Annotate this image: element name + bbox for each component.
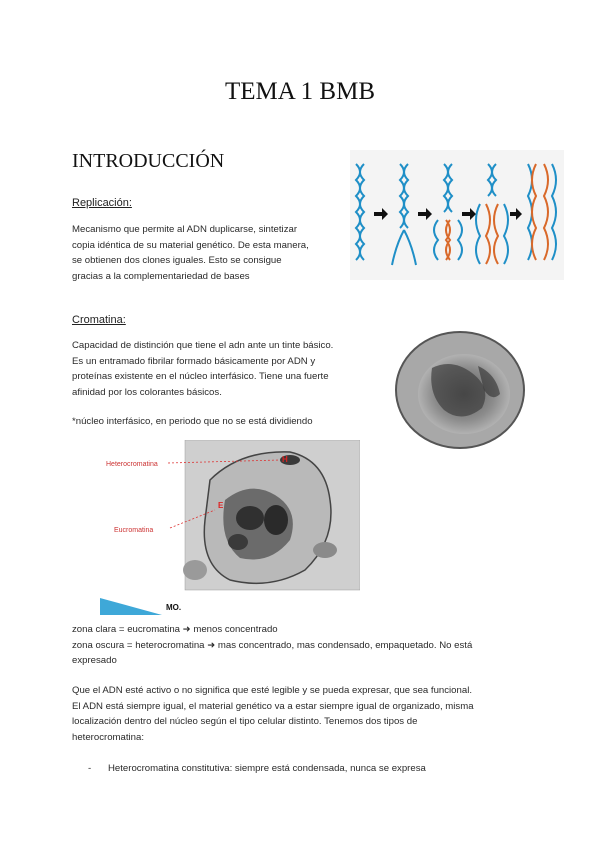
dna-replication-figure (350, 150, 564, 280)
text-line: afinidad por los colorantes básicos. (72, 386, 222, 398)
euchromatin-marker: E (218, 501, 224, 510)
text-line: Mecanismo que permite al ADN duplicarse, sintetizar (72, 224, 298, 235)
replicacion-heading: Replicación: (72, 197, 132, 209)
cromatina-text (72, 338, 333, 400)
bullet-marker: - (88, 763, 92, 774)
bullet-item: Heterocromatina constitutiva: siempre está condensada, nunca se expresa (108, 763, 426, 774)
interfase-note: *núcleo interfásico, en periodo que no se está dividiendo (72, 416, 313, 427)
text-line: localización dentro del núcleo según el tipo celular distinto. Tenemos dos tipos de (72, 716, 418, 728)
text-line: copia idéntica de su material genético. De esta manera, (72, 239, 309, 251)
text-line: expresado (72, 655, 117, 667)
electron-micrograph (100, 440, 360, 615)
replicacion-text (72, 222, 309, 284)
text-line: Que el ADN esté activo o no significa que esté legible y se pueda expresar, que sea funcional. (72, 685, 472, 696)
mo-label: MO. (166, 603, 182, 612)
text-line: se obtienen dos clones iguales. Esto se consigue (72, 255, 282, 267)
section-heading: INTRODUCCIÓN (72, 150, 225, 172)
text-line: zona oscura = heterocromatina ➜ mas concentrado, mas condensado, empaquetado. No está (72, 639, 473, 651)
text-line: heterocromatina: (72, 731, 144, 743)
eucromatina-label: Eucromatina (114, 527, 154, 534)
zonas-text (72, 622, 472, 669)
text-line: Es un entramado fibrilar formado básicamente por ADN y (72, 355, 316, 367)
adn-paragraph (72, 683, 474, 745)
text-line: proteínas existente en el núcleo interfásico. Tiene una fuerte (72, 371, 329, 383)
heterocromatina-label: Heterocromatina (106, 461, 158, 468)
cromatina-heading: Cromatina: (72, 314, 126, 326)
text-line: El ADN está siempre igual, el material genético va a estar siempre igual de organizado, misma (72, 700, 474, 712)
text-line: zona clara = eucromatina ➜ menos concentrado (72, 624, 278, 635)
text-line: gracias a la complementariedad de bases (72, 270, 250, 282)
text-line: Capacidad de distinción que tiene el adn ante un tinte básico. (72, 340, 334, 351)
nucleus-micrograph (392, 328, 528, 453)
page-title: TEMA 1 BMB (224, 78, 376, 105)
heterochromatin-marker: H (282, 455, 288, 464)
